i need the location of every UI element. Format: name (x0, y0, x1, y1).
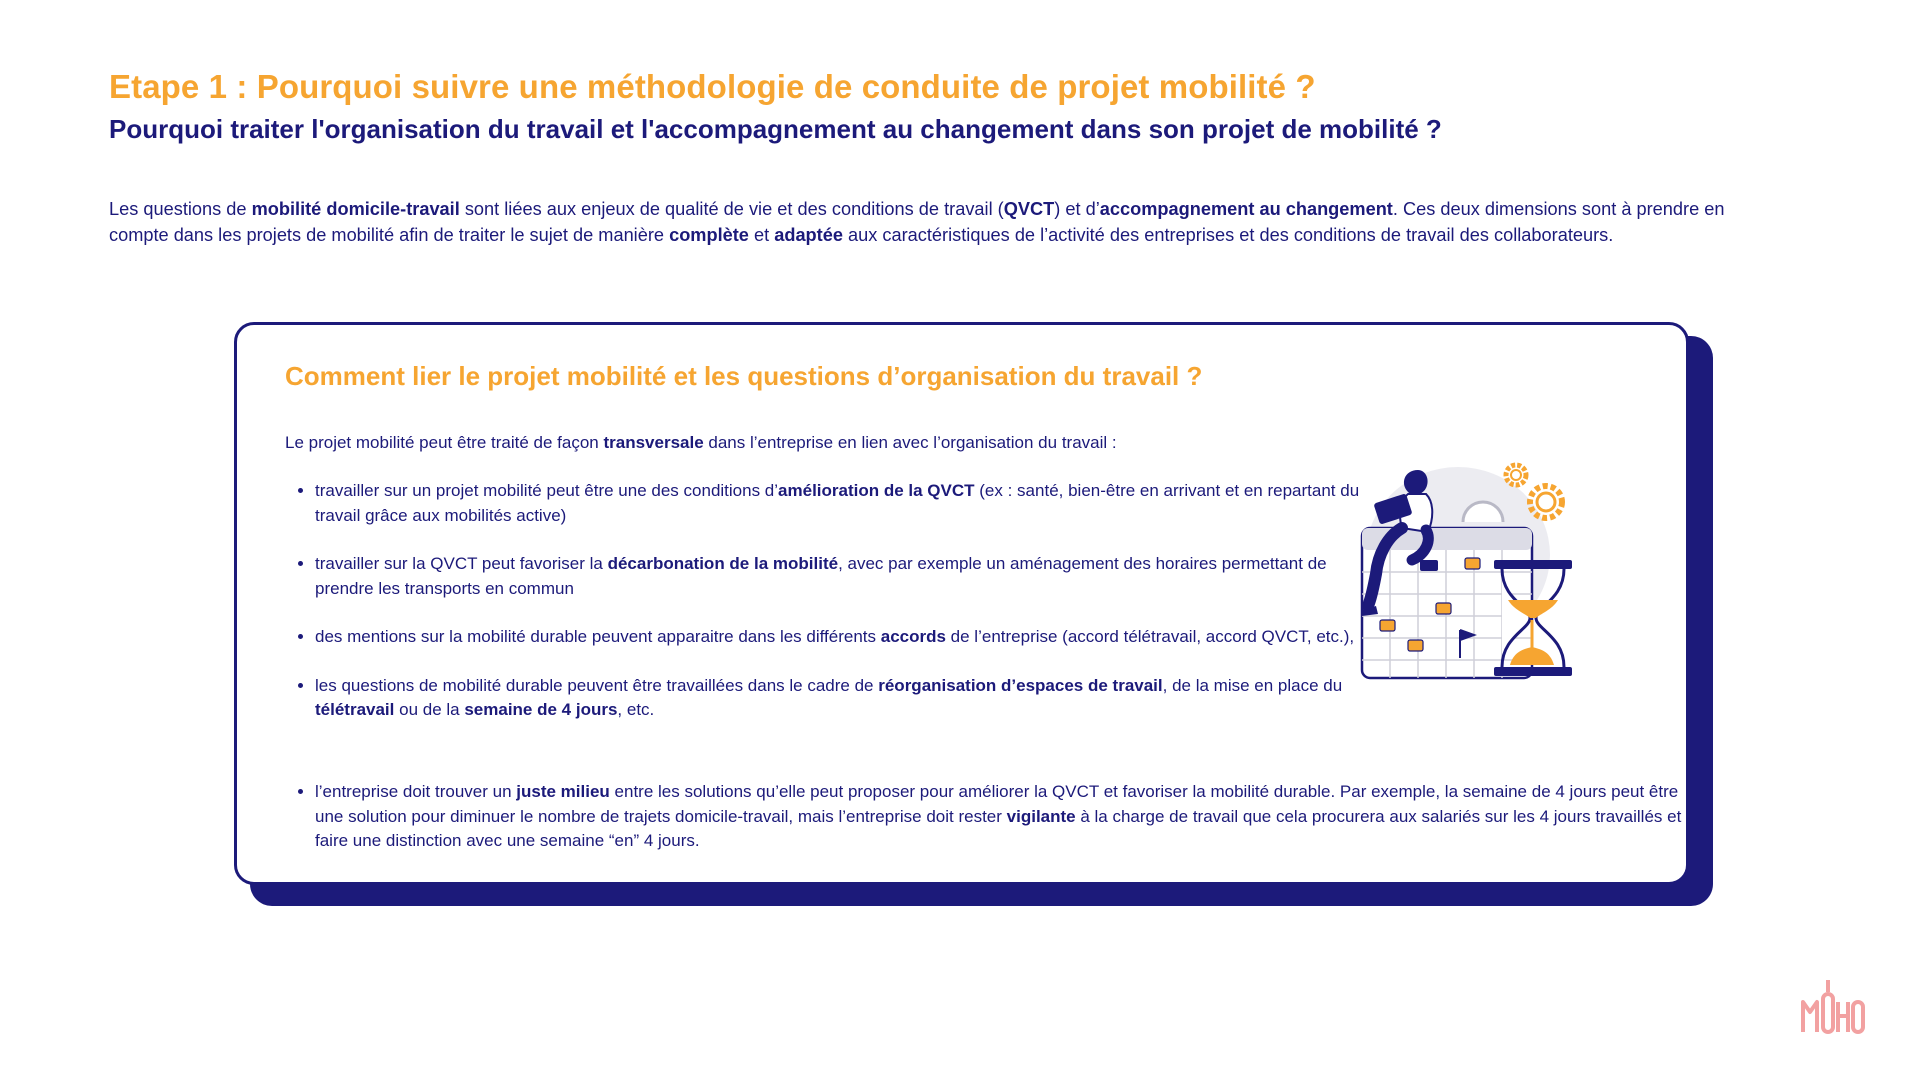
item-text: (ex : santé, bien-être en arrivant et en repartant du travail grâce aux mobilités active) (315, 481, 1360, 525)
calendar-hourglass-illustration (1348, 460, 1588, 695)
page-title: Etape 1 : Pourquoi suivre une méthodologie de conduite de projet mobilité ? (109, 68, 1316, 105)
lead-bold: transversale (603, 433, 704, 452)
info-card (234, 322, 1689, 885)
item-text: , de la mise en place du (1162, 675, 1343, 695)
list-item (315, 552, 1375, 601)
intro-text: . Ces deux dimensions sont à prendre en compte dans les projets de mobilité afin de traiter le sujet de manière (109, 199, 1725, 245)
item-bold: décarbonation de la mobilité (607, 554, 839, 573)
item-text: , avec par exemple un aménagement des horaires permettant de prendre les transports en commun (315, 554, 1327, 598)
lead-text: dans l’entreprise en lien avec l’organisation du travail : (703, 433, 1117, 452)
item-text: ou de la (394, 700, 465, 719)
item-text: , etc. (617, 700, 655, 719)
item-text: de l’entreprise (accord télétravail, accord QVCT, etc.), (945, 627, 1355, 646)
item-text: travailler sur la QVCT peut favoriser la (315, 554, 608, 573)
page-subtitle: Pourquoi traiter l'organisation du travail et l'accompagnement au changement dans son projet de mobilité ? (109, 114, 1442, 144)
intro-bold: complète (669, 225, 749, 245)
intro-paragraph (109, 196, 1789, 248)
intro-text: et (748, 225, 775, 245)
item-bold: accords (880, 627, 946, 646)
intro-text: ) et d’ (1054, 199, 1100, 219)
item-bold: réorganisation d’espaces de travail (878, 675, 1163, 695)
intro-text: Les questions de (109, 199, 252, 219)
item-text: à la charge de travail que cela procurera aux salariés sur les 4 jours travaillés et faire une distinction avec une semaine “en” 4 jours. (315, 806, 1682, 850)
intro-bold: mobilité domicile-travail (251, 199, 460, 219)
list-item (315, 479, 1375, 528)
item-text: l’entreprise doit trouver un (315, 782, 517, 801)
list-item (315, 674, 1375, 723)
bullet-list (285, 479, 1375, 723)
item-bold: juste milieu (516, 782, 610, 801)
item-bold: vigilante (1006, 806, 1076, 826)
item-text: travailler sur un projet mobilité peut être une des conditions d’ (315, 481, 779, 500)
list-item (315, 625, 1375, 650)
moho-logo (1800, 978, 1866, 1034)
bullet-list-wide (285, 780, 1685, 854)
intro-bold: QVCT (1003, 199, 1055, 219)
card-title: Comment lier le projet mobilité et les questions d’organisation du travail ? (285, 361, 1203, 391)
lead-text: Le projet mobilité peut être traité de façon (285, 433, 604, 452)
item-text: les questions de mobilité durable peuvent être travaillées dans le cadre de (315, 675, 879, 695)
intro-bold: adaptée (774, 225, 843, 245)
list-item (315, 780, 1685, 854)
card-lead (285, 431, 1117, 455)
item-bold: télétravail (315, 700, 395, 719)
item-text: entre les solutions qu’elle peut proposer pour améliorer la QVCT et favoriser la mobilité durable. Par exemple, la semaine de 4 jours peut être une solution pour diminuer le nombre de trajets domicile-travail, mais l’entreprise doit rester (315, 782, 1679, 826)
intro-bold: accompagnement au changement (1099, 199, 1393, 219)
item-text: des mentions sur la mobilité durable peuvent apparaitre dans les différents (315, 627, 881, 646)
item-bold: semaine de 4 jours (464, 700, 618, 719)
intro-text: aux caractéristiques de l’activité des entreprises et des conditions de travail des collaborateurs. (842, 225, 1614, 245)
intro-text: sont liées aux enjeux de qualité de vie et des conditions de travail ( (459, 199, 1004, 219)
item-bold: amélioration de la QVCT (778, 481, 975, 500)
